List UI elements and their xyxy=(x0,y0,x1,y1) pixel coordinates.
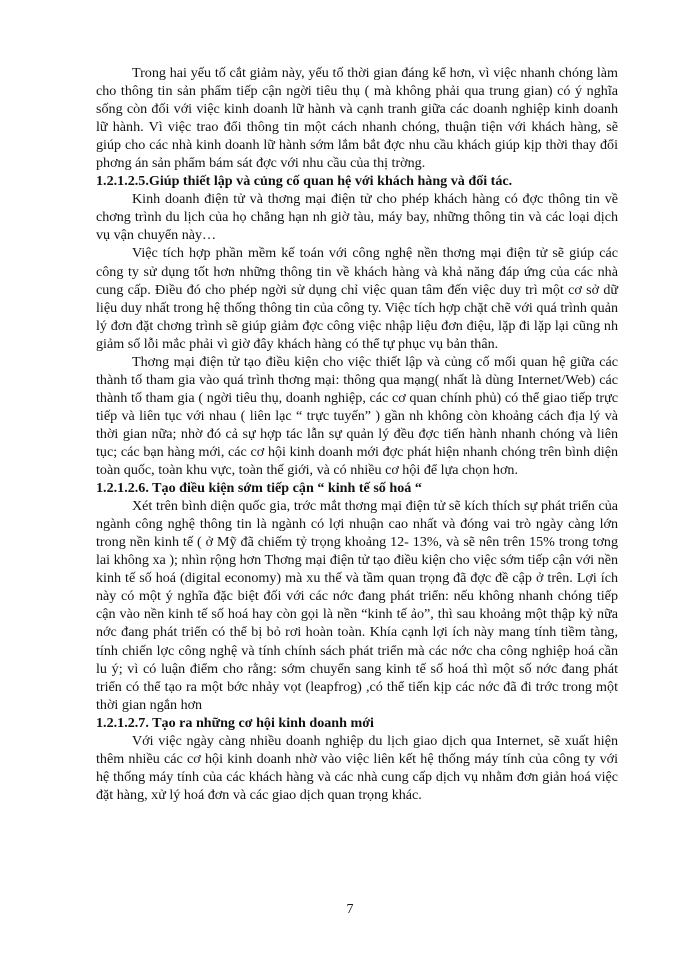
paragraph-customer-info: Kinh doanh điện tử và thơng mại điện tử cho phép khách hàng có đợc thông tin về chơng trình du lịch của họ chẳng hạn nh giờ tàu, máy bay, những thông tin và các loại dịch vụ vận chuyển này… xyxy=(96,191,618,244)
section-heading-1-2-1-2-6: 1.2.1.2.6. Tạo điều kiện sớm tiếp cận “ kinh tế số hoá “ xyxy=(96,480,422,497)
section-heading-1-2-1-2-5: 1.2.1.2.5.Giúp thiết lập và củng cố quan hệ với khách hàng và đối tác. xyxy=(96,173,513,190)
paragraph-time-factor: Trong hai yếu tố cắt giảm này, yếu tố thời gian đáng kể hơn, vì việc nhanh chóng làm cho thông tin sản phẩm tiếp cận ngời tiêu thụ ( mà không phải qua trung gian) có ý nghĩa sống còn đối với việc kinh doanh lữ hành và cạnh tranh giữa các doanh nghiệp kinh doanh lữ hành. Vì việc trao đổi thông tin một cách nhanh chóng, thuận tiện với khách hàng, sẽ giúp cho các nhà kinh doanh lữ hành sớm lắm bắt đợc nhu cầu khách giúp kịp thời thay đổi phơng án sản phẩm bám sát đợc với nhu cầu của thị trờng. xyxy=(96,65,618,172)
section-heading-1-2-1-2-7: 1.2.1.2.7. Tạo ra những cơ hội kinh doanh mới xyxy=(96,714,374,731)
paragraph-digital-economy: Xét trên bình diện quốc gia, trớc mắt thơng mại điện tử sẽ kích thích sự phát triển của ngành công nghệ thông tin là ngành có lợi nhuận cao nhất và đóng vai trò ngày càng lớn trong nền kinh tế ( ở Mỹ đã chiếm tỷ trọng khoảng 12- 13%, và sẽ nên trên 15% trong tơng lai không xa ); nhìn rộng hơn Thơng mại điện tử tạo điều kiện cho việc sớm tiếp cận với nền kinh tế số hoá (digital economy) mà xu thế và tầm quan trọng đã đợc đề cập ở trên. Lợi ích này có một ý nghĩa đặc biệt đối với các nớc đang phát triển: nếu không nhanh chóng tiếp cận vào nền kinh tế số hoá hay còn gọi là nền “kinh tế ảo”, thì sau khoảng một thập kỷ nữa nớc đang phát triển có thể bị bỏ rơi hoàn toàn. Khía cạnh lợi ích này mang tính tiềm tàng, tính chiến lợc công nghệ và tính chính sách phát triển mà các nớc cha công nghiệp hoá cần lu ý; vì có luận điểm cho rằng: sớm chuyển sang kinh tế số hoá thì một số nớc đang phát triển có thể tạo ra một bớc nhảy vọt (leapfrog) ,có thể tiến kịp các nớc đã đi trớc trong một thời gian ngắn hơn xyxy=(96,498,618,713)
page-number: 7 xyxy=(346,902,354,917)
paragraph-accounting-integration: Việc tích hợp phần mềm kế toán với công nghệ nền thơng mại điện tử sẽ giúp các công ty sử dụng tốt hơn những thông tin về khách hàng và khả năng đáp ứng của các nhà cung cấp. Điều đó cho phép ngời sử dụng chỉ việc quan tâm đến việc duy trì một cơ sở dữ liệu duy nhất trong hệ thống thông tin của công ty. Việc tích hợp chặt chẽ với quá trình quản lý đơn đặt chơng trình sẽ giúp giảm đợc công việc nhập liệu đơn điệu, lặp đi lặp lại cũng nh giảm số lỗi mắc phải vì giờ đây khách hàng có thể tự phục vụ bản thân. xyxy=(96,245,618,352)
document-page xyxy=(96,64,618,804)
paragraph-relationship-building: Thơng mại điện tử tạo điều kiện cho việc thiết lập và củng cố mối quan hệ giữa các thành tố tham gia vào quá trình thơng mại: thông qua mạng( nhất là dùng Internet/Web) các thành tố tham gia ( ngời tiêu thụ, doanh nghiệp, các cơ quan chính phủ) có thể giao tiếp trực tiếp và liên tục với nhau ( liên lạc “ trực tuyến” ) gần nh không còn khoảng cách địa lý và thời gian nữa; nhờ đó cả sự hợp tác lẫn sự quản lý đều đợc tiến hành nhanh chóng và liên tục; các bạn hàng mới, các cơ hội kinh doanh mới đợc phát hiện nhanh chóng trên bình diện toàn quốc, toàn khu vực, toàn thế giới, và có nhiều cơ hội để lựa chọn hơn. xyxy=(96,353,618,479)
paragraph-new-opportunities: Với việc ngày càng nhiều doanh nghiệp du lịch giao dịch qua Internet, sẽ xuất hiện thêm nhiều các cơ hội kinh doanh nhờ vào việc liên kết hệ thống máy tính của công ty với hệ thống máy tính của các khách hàng và các nhà cung cấp dịch vụ nhằm đơn giản hoá việc đặt hàng, xử lý hoá đơn và các giao dịch quan trọng khác. xyxy=(96,732,618,803)
